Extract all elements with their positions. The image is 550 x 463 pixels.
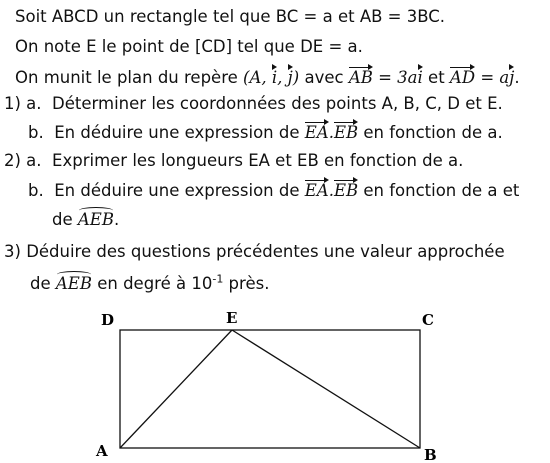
period: . — [514, 68, 520, 87]
de-text: de — [52, 210, 78, 229]
avec-text: avec — [299, 68, 349, 87]
label-D: D — [101, 311, 115, 329]
period-2: . — [113, 210, 120, 229]
angle-AEB-2: AEB — [55, 274, 92, 293]
pres-text: près. — [223, 274, 270, 293]
repere-intro: On munit le plan du repère — [15, 68, 244, 87]
question-1b-text: En déduire une expression de — [54, 123, 305, 142]
eq-3a: = 3a — [372, 68, 418, 87]
label-E: E — [226, 309, 238, 327]
question-1b-number: b. — [28, 123, 44, 142]
repere-close: ) — [292, 68, 300, 87]
segment-AE — [120, 330, 232, 448]
angle-AEB: AEB — [77, 210, 114, 229]
vector-AB: AB — [348, 68, 373, 87]
vector-i: i — [271, 68, 278, 87]
question-1a-text: Déterminer les coordonnées des points A, B, C, D et E. — [52, 94, 503, 113]
dot-product: . — [328, 123, 334, 142]
question-2b-text: En déduire une expression de — [54, 181, 305, 200]
question-2a-number: 2) a. — [4, 151, 42, 170]
question-3-number: 3) — [4, 242, 21, 261]
question-1a-number: 1) a. — [4, 94, 42, 113]
repere-open: (A, — [243, 68, 272, 87]
repere-comma: , — [277, 68, 288, 87]
label-B: B — [424, 446, 437, 463]
statement-text-1: Soit ABCD un rectangle tel que BC = a et AB = 3BC. — [15, 7, 446, 26]
label-A: A — [96, 442, 108, 460]
vector-i-2: i — [417, 68, 423, 87]
segment-EB — [232, 330, 420, 448]
degree-text: en degré à 10 — [91, 274, 213, 293]
vector-EA: EA — [304, 123, 329, 142]
vector-AD: AD — [449, 68, 476, 87]
question-1b-end: en fonction de a. — [358, 123, 503, 142]
vector-EA-2: EA — [304, 181, 329, 200]
statement-text-2: On note E le point de [CD] tel que DE = a. — [15, 37, 363, 56]
question-2b-end: en fonction de a et — [358, 181, 520, 200]
label-C: C — [422, 311, 434, 329]
vector-j: j — [287, 68, 293, 87]
vector-j-2: j — [509, 68, 515, 87]
vector-EB-2: EB — [333, 181, 359, 200]
rectangle-ABCD — [120, 330, 420, 448]
question-2b-number: b. — [28, 181, 44, 200]
exponent: -1 — [212, 272, 224, 286]
vector-EB: EB — [333, 123, 359, 142]
question-3-text: Déduire des questions précédentes une valeur approchée — [26, 242, 505, 261]
de-text-2: de — [30, 274, 56, 293]
eq-a: = a — [475, 68, 510, 87]
et-text: et — [422, 68, 450, 87]
question-2a-text: Exprimer les longueurs EA et EB en fonction de a. — [52, 151, 464, 170]
dot-product-2: . — [328, 181, 334, 200]
